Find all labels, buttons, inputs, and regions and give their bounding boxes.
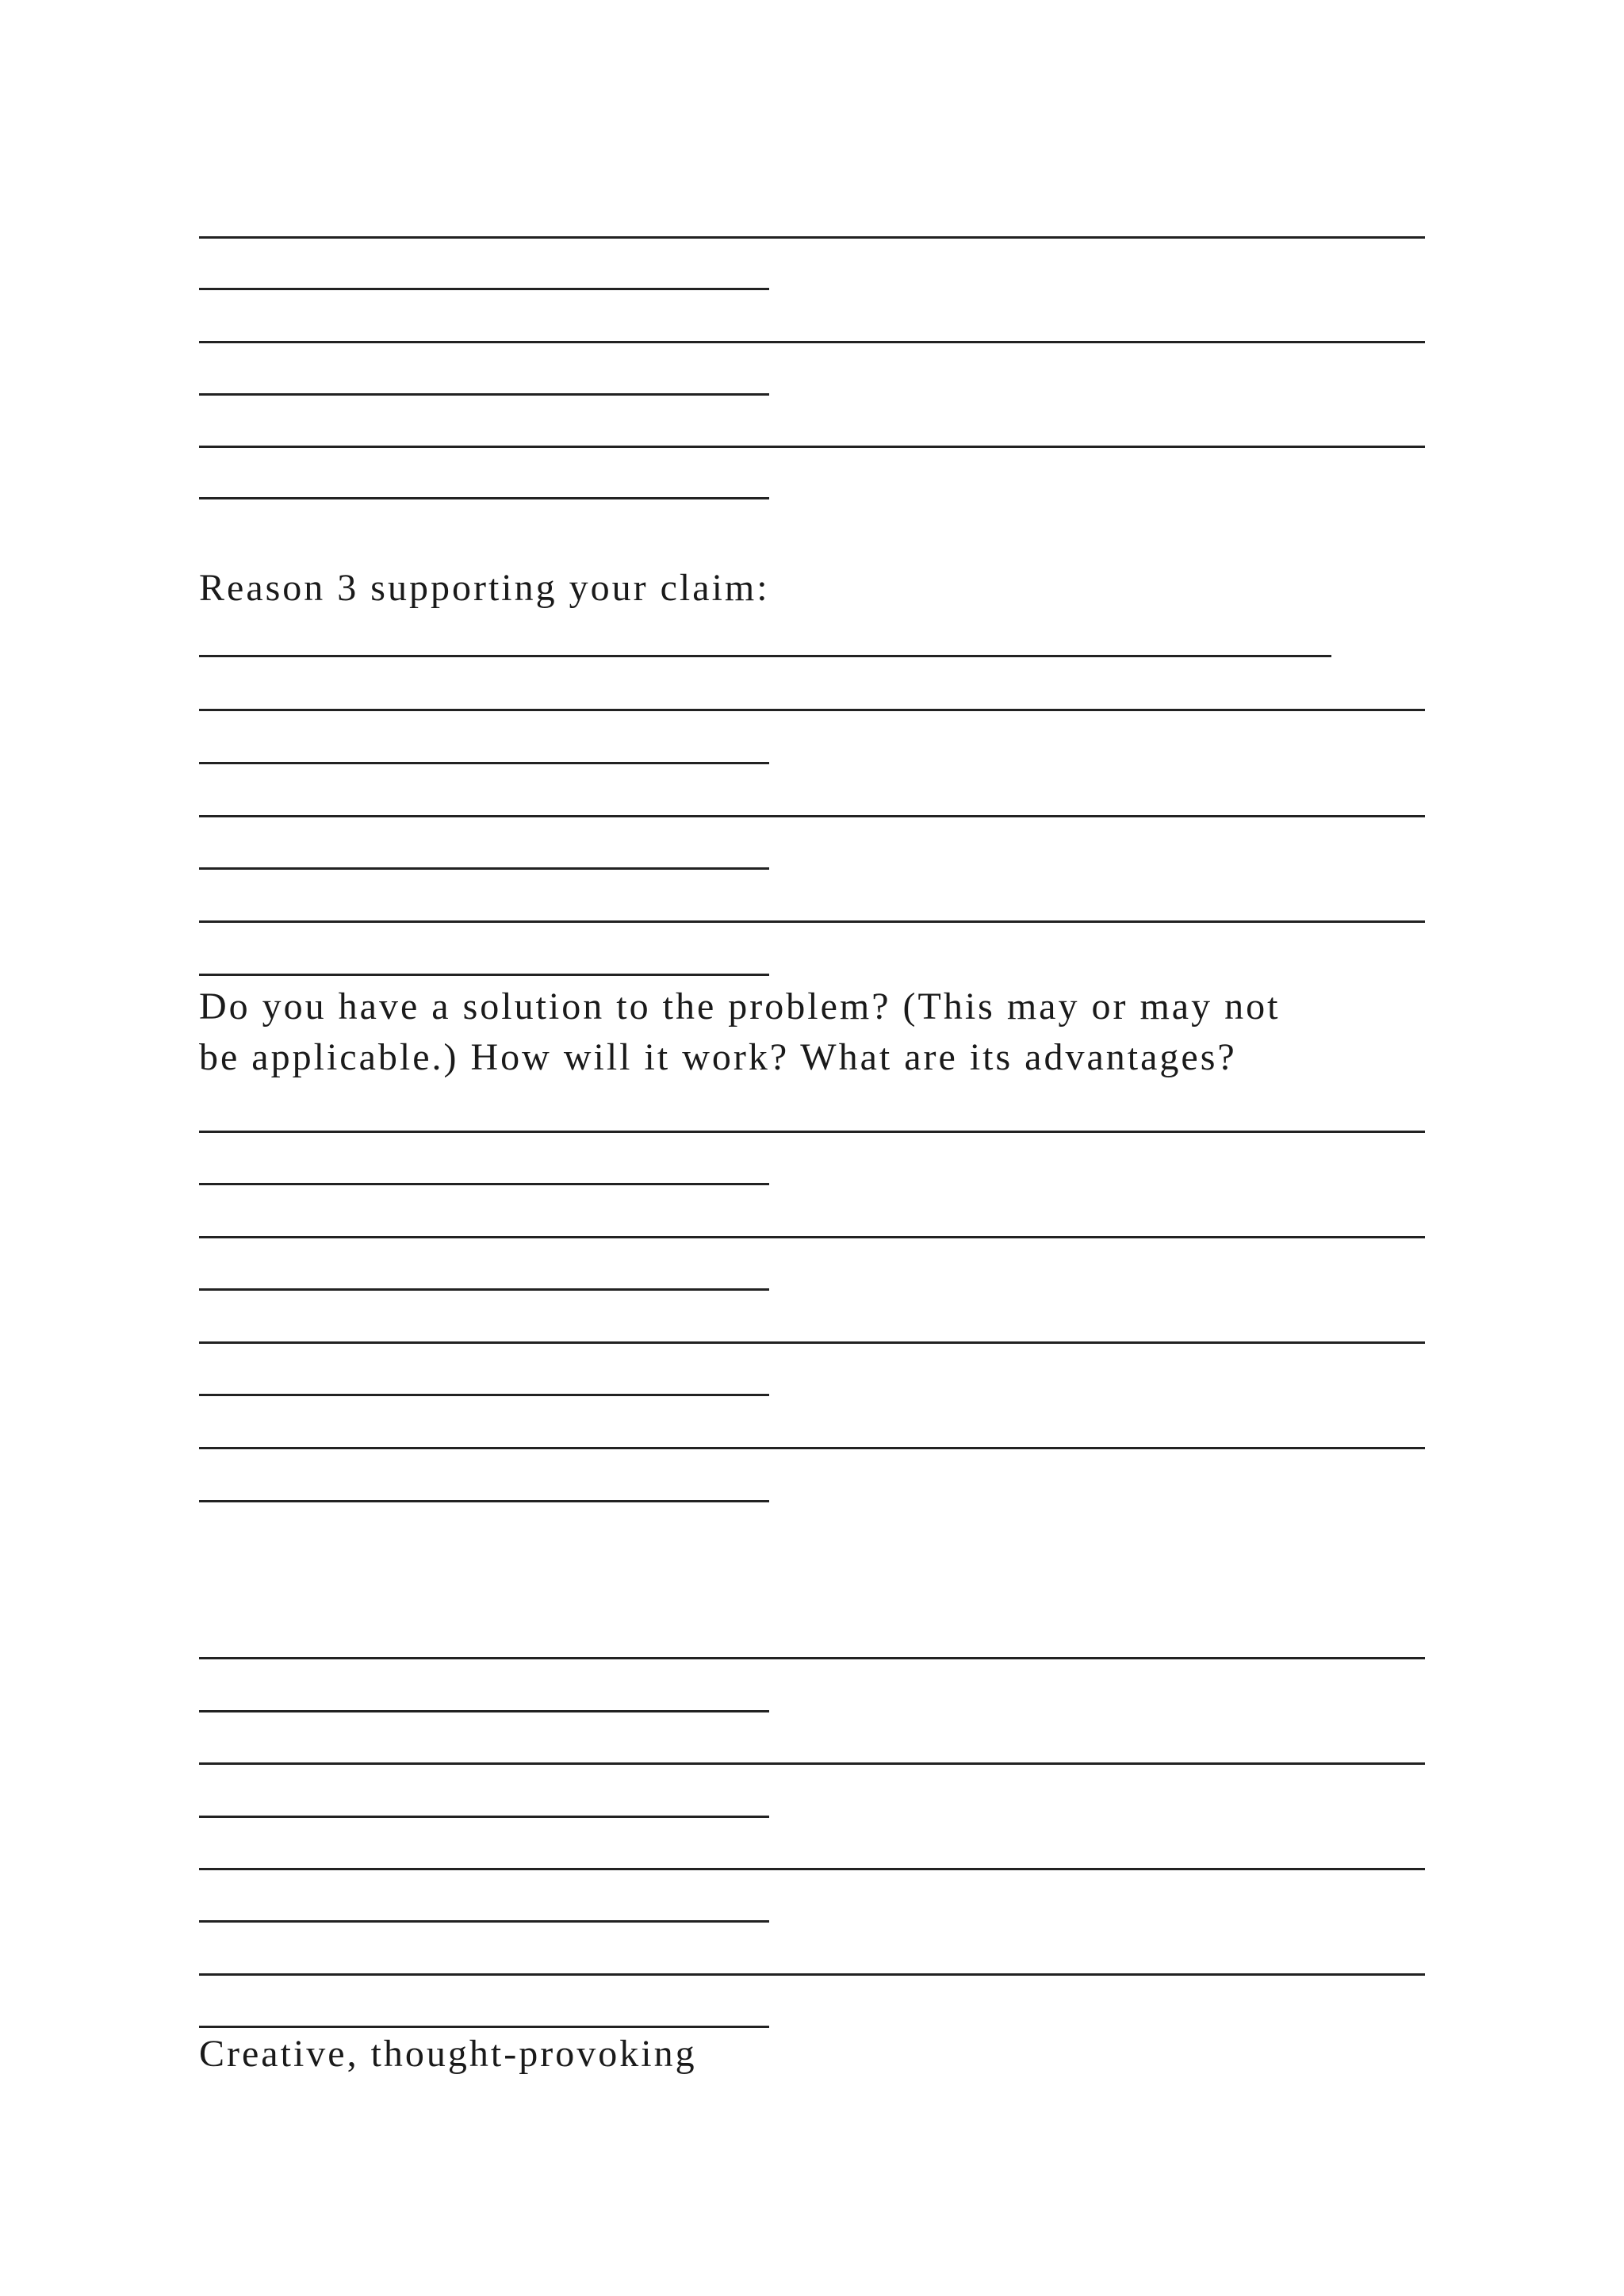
answer-line[interactable]: [199, 1236, 1425, 1238]
answer-line[interactable]: [199, 446, 1425, 448]
answer-line[interactable]: [199, 709, 1425, 711]
answer-line[interactable]: [199, 288, 769, 290]
answer-line[interactable]: [199, 1657, 1425, 1659]
answer-line[interactable]: [199, 1183, 769, 1185]
answer-line[interactable]: [199, 497, 769, 499]
answer-line[interactable]: [199, 1816, 769, 1818]
solution-prompt-line-2: be applicable.) How will it work? What are its advantages?: [199, 1036, 1237, 1078]
answer-line[interactable]: [199, 1131, 1425, 1133]
answer-line[interactable]: [199, 1762, 1425, 1765]
answer-line[interactable]: [199, 1973, 1425, 1976]
closing-text: Creative, thought-provoking: [199, 2033, 697, 2075]
reason-3-heading: Reason 3 supporting your claim:: [199, 567, 770, 609]
answer-line[interactable]: [199, 1500, 769, 1502]
answer-line[interactable]: [199, 867, 769, 870]
answer-line[interactable]: [199, 1288, 769, 1291]
answer-line[interactable]: [199, 974, 769, 976]
answer-line[interactable]: [199, 1341, 1425, 1344]
answer-line[interactable]: [199, 2026, 769, 2028]
answer-line[interactable]: [199, 236, 1425, 239]
answer-line[interactable]: [199, 341, 1425, 343]
answer-line[interactable]: [199, 655, 1331, 657]
answer-line[interactable]: [199, 1447, 1425, 1449]
answer-line[interactable]: [199, 1868, 1425, 1870]
answer-line[interactable]: [199, 815, 1425, 817]
answer-line[interactable]: [199, 920, 1425, 923]
answer-line[interactable]: [199, 1920, 769, 1923]
answer-line[interactable]: [199, 1394, 769, 1396]
answer-line[interactable]: [199, 1710, 769, 1712]
answer-line[interactable]: [199, 393, 769, 396]
answer-line[interactable]: [199, 762, 769, 764]
solution-prompt-line-1: Do you have a solution to the problem? (This may or may not: [199, 985, 1281, 1027]
